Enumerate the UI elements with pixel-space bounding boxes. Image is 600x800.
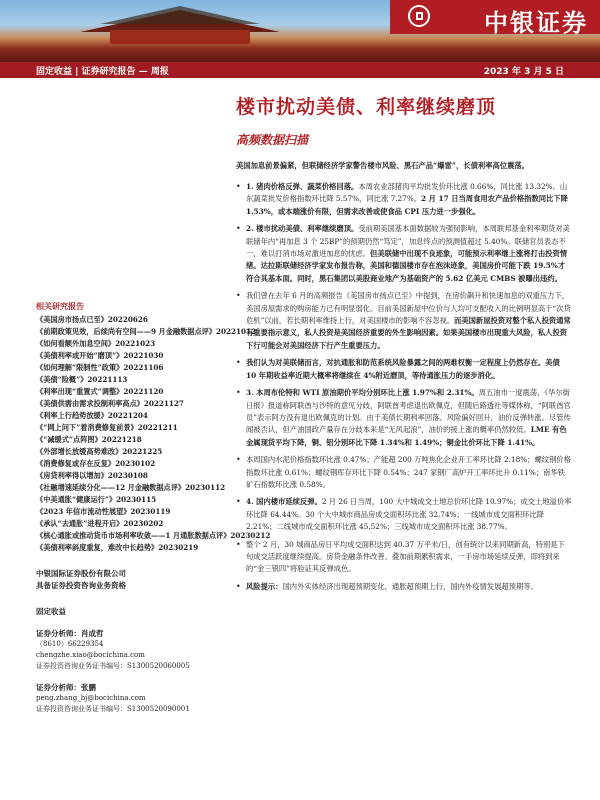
bullet-paragraph — [236, 223, 572, 285]
report-meta-bar — [0, 62, 600, 78]
related-report-link[interactable]: 《美债利率斜度重复，难改中长趋势》20230219 — [36, 543, 199, 552]
analyst-card — [36, 628, 221, 672]
analyst-phone: （8610）66229354 — [36, 640, 104, 648]
main-content — [236, 88, 572, 598]
report-subtitle: 高频数据扫描 — [236, 133, 309, 147]
bullet-body: 我们曾在去年 6 月的高频报告《美国房市扬点已至》中提到，在房价飙升和快速加息的双重压力下，美国房屋需求的购房能力已有明显弱化。目前美国新屋中位价与人均可支配收入的比例明显高于“次贷危机”以前，若长期利率维持上行，对美国楼市的影响不容忽视。 — [246, 291, 571, 326]
related-report-link[interactable]: 《前期政策见效，后续尚有空间——9 月金融数据点评》20221012 — [36, 327, 257, 336]
related-report-link[interactable]: 《利率上行趋势放缓》20221204 — [36, 411, 148, 420]
bullet-body: 2 月 26 日当周，100 大中城成交土地总价环比降 10.97%；成交土地溢价率环比降 64.44%。30 个大中城市商品房成交面积环比涨 32.74%；一线城市成交面积环比降 2.21%；二线城市成交面积环比涨 45.52%；三线城市成交面积环比涨 38.77%。 — [246, 497, 572, 532]
bullet-body: 受前期美国基本面数据较为强韧影响，本周联邦基金利率期货对美联储年内“再加息 3 个 25BP”的预期仍然“笃定”，加息终点的预测值超过 5.40%。联储官员表态不一，难以打消市场对激进加息的忧虑。 — [246, 224, 570, 259]
bullet-body: 整个 2 月，30 城商品房日平均成交面积达到 40.37 万平米/日，创有统计以来同期新高，特别是下旬成交活跃度继续提高。房贷金融条件改善、叠加前期累积需求，一手房市场延续反弹，即将到来的“金三银四”将验证其反弹成色。 — [246, 539, 565, 574]
related-report-link[interactable]: 《“网上问下”着消费修复前景》20221211 — [36, 423, 178, 432]
header-banner — [0, 0, 600, 62]
related-reports-title: 相关研究报告 — [36, 301, 84, 311]
boci-emblem-icon — [408, 5, 430, 27]
analyst-cert: 证券投资咨询业务证书编号：S1300520090001 — [36, 705, 190, 713]
bullet-paragraph — [236, 181, 572, 218]
org-line: 中银国际证券股份有限公司 — [36, 569, 126, 578]
analyst-name: 证券分析师：张鹏 — [36, 683, 96, 692]
analyst-list — [36, 628, 221, 715]
bullet-emphasis: LME 有色金属现货平均下降，铜、铝分别环比下降 1.34%和 1.49%；铜金比价环比下降 1.41%。 — [246, 425, 567, 447]
bullet-emphasis: 2 月 17 日当周食用农产品价格指数同比下降 1.53%，或本端涨价有限，但需求改善或使食品 CPI 压力进一步强化。 — [246, 194, 568, 216]
bullet-body: 周五油市一度震荡，《华尔街日报》报道称阿联酋与沙特的意见分歧，阿联酋考虑退出欧佩克，但随后路透社等媒体称，“阿联酋官员”表示阿方没有退出欧佩克的计划。由于美债长期利率回落、风险偏好回升，油价反弹转涨。尽管传闻被否认，但产油国政产量存在分歧本来是“无风起浪”，油价的接上涨的概率仍然较低。 — [246, 388, 571, 435]
related-report-link[interactable]: 《如何理解“限制性”政策》20221106 — [36, 363, 164, 372]
bullet-emphasis: 但美联储中出现不良迹象，可能预示利率继上涨将打击投资情绪。达拉斯联储经济学家发布报告称，美国和德国楼市存在泡沫迹象，美国房价可能下跌 19.5%才符合其基本面。同时，黑石集团以美股商业地产为基础资产的 5.62 亿美元 CMBS 被曝出违约。 — [246, 249, 568, 283]
bullet-paragraph — [236, 290, 572, 352]
bullet-body: 本周国内水泥价格指数环比涨 0.47%；产能超 200 万吨焦化企业开工率环比降 2.18%；螺纹钢价格指数环比涨 0.61%；螺纹钢库存环比下降 0.54%；247 家钢厂高炉开工率环比升 0.11%；南华铁矿石指数环比涨 0.58%。 — [246, 455, 571, 489]
bullet-lead: 1. 猪肉价格反弹、蔬菜价格回落。 — [246, 182, 359, 191]
related-reports-list — [36, 314, 271, 554]
boci-logo — [390, 0, 600, 37]
related-report-link[interactable]: 《外部增长放缓高势难改》20221225 — [36, 447, 163, 456]
related-report-link[interactable]: 《利率出现“重置式”调整》20221120 — [36, 387, 164, 396]
related-report-link[interactable]: 《中美通胀“健康运行”》20230115 — [36, 495, 157, 504]
analyst-email[interactable]: chengzhe.xiao@bocichina.com — [36, 651, 145, 659]
analyst-name: 证券分析师：肖成哲 — [36, 629, 104, 638]
bullet-paragraph — [236, 539, 572, 576]
org-line: 具备证券投资咨询业务资格 — [36, 581, 126, 590]
related-report-link[interactable]: 《美债利率或开始“磨顶”》20221030 — [36, 351, 164, 360]
related-report-link[interactable]: 《美债供需由需求投制利率高点》20221127 — [36, 399, 184, 408]
bullet-emphasis: 我们认为对美联储而言，对抗通胀和防范系统风险暴露之间的两难权衡一定程度上仍然存在。美债 10 年期收益率近期大概率将继续在 4%附近磨顶，等待通胀压力的逐步消化。 — [246, 358, 560, 380]
bullet-paragraph — [236, 454, 572, 491]
analyst-email[interactable]: peng.zhang_bj@bocichina.com — [36, 694, 146, 702]
palace-roof-image — [70, 4, 290, 44]
bullet-emphasis: 而美国新屋投资对整个私人投资通常有重要指示意义，私人投资是美国经济重要的外生影响因素。如果美国楼市出现重大风险，私人投资下行可能会对美国经济下行产生重要压力。 — [246, 316, 571, 350]
category-label: 固定收益 — [36, 607, 66, 616]
analyst-cert: 证券投资咨询业务证书编号：S1300520060005 — [36, 662, 190, 670]
bullet-paragraph — [236, 496, 572, 533]
bullet-list — [236, 181, 572, 593]
bullet-paragraph — [236, 387, 572, 449]
logo-text: 中银证券 — [484, 9, 588, 37]
analyst-card — [36, 682, 221, 715]
related-report-link[interactable]: 《美国房市扬点已至》20220626 — [36, 315, 148, 324]
related-report-link[interactable]: 《核心通胀或推动货币市场利率收敛——1 月通胀数据点评》20230212 — [36, 531, 271, 540]
related-report-link[interactable]: 《消费修复或存在反复》20230102 — [36, 459, 156, 468]
report-title: 楼市扰动美债、利率继续磨顶 — [236, 96, 497, 118]
related-report-link[interactable]: 《房贷利率得以增加》20230108 — [36, 471, 148, 480]
bullet-lead: 3. 本周布伦特和 WTI 原油期价平均分别环比上涨 1.97%和 2.31%。 — [246, 388, 479, 398]
bullet-body: 国内外实体经济出现超预期变化，通胀超预期上行，国内外疫情发展超预期等。 — [282, 581, 538, 591]
report-date: 2023 年 3 月 5 日 — [483, 67, 564, 77]
report-tags: 固定收益 | 证券研究报告 — 周报 — [36, 67, 169, 77]
related-report-link[interactable]: 《社融增速延续分化——12 月金融数据点评》20230112 — [36, 483, 226, 492]
related-report-link[interactable]: 《“减缓式”点阵图》20221218 — [36, 435, 142, 444]
related-report-link[interactable]: 《如何看额外加息空间》20221023 — [36, 339, 156, 348]
bullet-lead: 4. 国内楼市延续反弹。 — [246, 497, 322, 507]
bullet-paragraph — [236, 357, 572, 382]
related-report-link[interactable]: 《2023 年信市流动性展望》20230119 — [36, 507, 171, 516]
org-info — [36, 568, 221, 592]
bullet-body: 本周农业部猪肉平均批发价环比涨 0.66%，同比涨 13.32%。山东蔬菜批发价格指数环比降 5.57%，同比涨 7.27%。 — [246, 182, 568, 204]
report-summary: 美国加息前景偏紧，但联储经济学家警告楼市风险、黑石产品“爆雷”，长债利率高位震荡。 — [236, 161, 529, 170]
bullet-lead: 2. 楼市扰动美债、利率继续磨顶。 — [246, 224, 359, 234]
related-report-link[interactable]: 《承认“去通胀”进程开启》20230202 — [36, 519, 164, 528]
bullet-paragraph — [236, 581, 572, 593]
related-report-link[interactable]: 《美债“险概”》20221113 — [36, 375, 128, 384]
bullet-lead: 风险提示： — [246, 581, 283, 591]
